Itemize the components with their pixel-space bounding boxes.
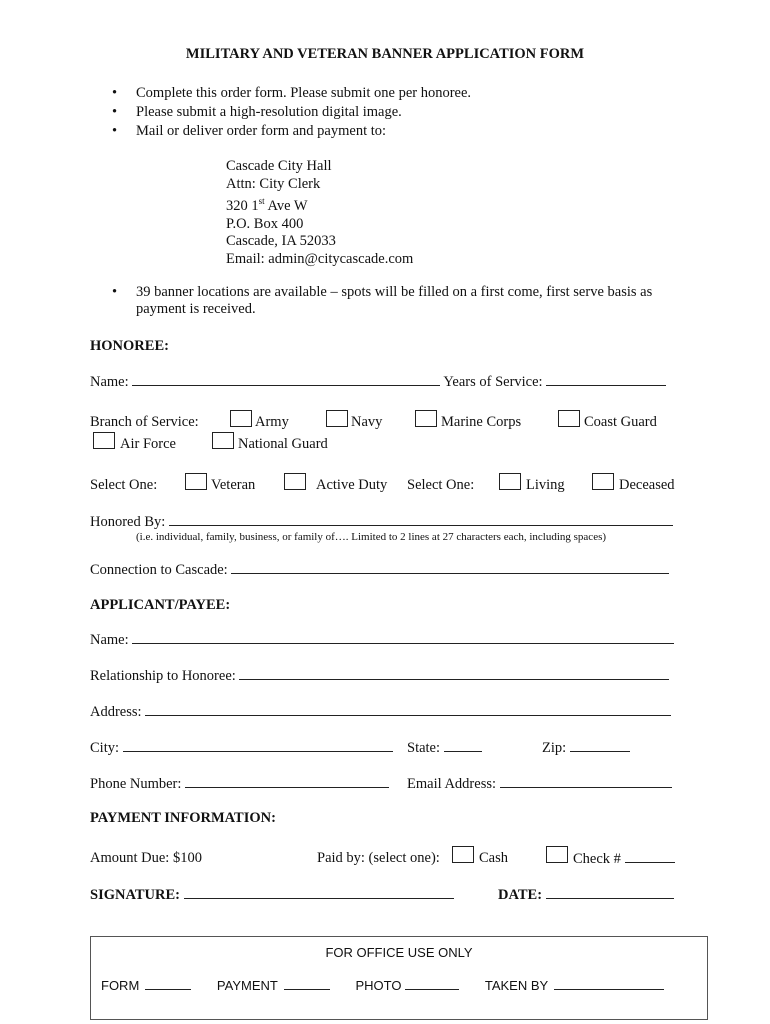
relationship-row bbox=[90, 667, 669, 685]
state-row bbox=[407, 739, 482, 757]
instruction-item: • Complete this order form. Please submit one per honoree. bbox=[112, 84, 471, 103]
office-taken-by-label: TAKEN BY bbox=[484, 978, 549, 993]
honored-by-label: Honored By: bbox=[90, 514, 166, 530]
phone-field[interactable] bbox=[185, 775, 389, 788]
applicant-heading: APPLICANT/PAYEE: bbox=[90, 597, 231, 613]
amount-due: Amount Due: $100 bbox=[90, 850, 202, 866]
signature-label: SIGNATURE: bbox=[90, 887, 180, 903]
applicant-name-label: Name: bbox=[90, 632, 129, 648]
address-line: Cascade, IA 52033 bbox=[226, 233, 336, 250]
deceased-label: Deceased bbox=[619, 477, 675, 493]
office-use-box bbox=[90, 936, 708, 1020]
applicant-name-row bbox=[90, 631, 674, 649]
zip-label: Zip: bbox=[542, 740, 567, 756]
honored-by-row bbox=[90, 513, 673, 531]
address-line: 320 1st Ave W bbox=[226, 196, 308, 215]
city-field[interactable] bbox=[123, 739, 393, 752]
relationship-field[interactable] bbox=[239, 667, 669, 680]
paid-by-label: Paid by: (select one): bbox=[317, 850, 440, 866]
email-field[interactable] bbox=[500, 775, 672, 788]
office-photo-field[interactable] bbox=[405, 977, 459, 990]
applicant-address-field[interactable] bbox=[145, 703, 671, 716]
marine-corps-checkbox[interactable] bbox=[415, 410, 437, 427]
office-use-fields bbox=[101, 977, 686, 993]
office-payment-label: PAYMENT bbox=[216, 978, 278, 993]
applicant-address-label: Address: bbox=[90, 704, 142, 720]
navy-label: Navy bbox=[351, 414, 383, 430]
cash-checkbox[interactable] bbox=[452, 846, 474, 863]
national-guard-checkbox[interactable] bbox=[212, 432, 234, 449]
status-select-label: Select One: bbox=[90, 477, 158, 493]
honored-by-field[interactable] bbox=[169, 513, 673, 526]
honoree-name-row bbox=[90, 373, 666, 391]
cash-label: Cash bbox=[479, 850, 508, 866]
years-of-service-field[interactable] bbox=[546, 373, 666, 386]
address-row bbox=[90, 703, 671, 721]
honoree-heading: HONOREE: bbox=[90, 338, 169, 354]
honoree-name-label: Name: bbox=[90, 374, 129, 390]
email-row bbox=[407, 775, 672, 793]
mailing-address bbox=[226, 158, 413, 268]
branch-label: Branch of Service: bbox=[90, 414, 199, 430]
payment-heading: PAYMENT INFORMATION: bbox=[90, 810, 276, 826]
form-title: MILITARY AND VETERAN BANNER APPLICATION FORM bbox=[185, 46, 585, 62]
navy-checkbox[interactable] bbox=[326, 410, 348, 427]
date-field[interactable] bbox=[546, 886, 674, 899]
honoree-name-field[interactable] bbox=[132, 373, 440, 386]
date-row bbox=[498, 886, 674, 904]
connection-label: Connection to Cascade: bbox=[90, 562, 228, 578]
coast-guard-label: Coast Guard bbox=[584, 414, 657, 430]
army-checkbox[interactable] bbox=[230, 410, 252, 427]
air-force-label: Air Force bbox=[120, 436, 176, 452]
applicant-name-field[interactable] bbox=[132, 631, 674, 644]
instruction-item: • Please submit a high-resolution digital image. bbox=[112, 103, 471, 122]
availability-note: • 39 banner locations are available – spots will be filled on a first come, first serve basis as payment is received. bbox=[112, 284, 696, 318]
signature-row bbox=[90, 886, 454, 904]
living-label: Living bbox=[526, 477, 565, 493]
instruction-list bbox=[112, 84, 471, 141]
air-force-checkbox[interactable] bbox=[93, 432, 115, 449]
address-line: P.O. Box 400 bbox=[226, 215, 304, 232]
life-select-label: Select One: bbox=[407, 477, 475, 493]
email-label: Email Address: bbox=[407, 776, 497, 792]
check-number-field[interactable] bbox=[625, 850, 675, 863]
office-form-field[interactable] bbox=[145, 977, 191, 990]
honored-by-note: (i.e. individual, family, business, or family of…. Limited to 2 lines at 27 characters each, including spaces) bbox=[136, 531, 607, 543]
coast-guard-checkbox[interactable] bbox=[558, 410, 580, 427]
active-duty-checkbox[interactable] bbox=[284, 473, 306, 490]
check-label: Check # bbox=[573, 851, 621, 867]
deceased-checkbox[interactable] bbox=[592, 473, 614, 490]
connection-row bbox=[90, 561, 669, 579]
phone-row bbox=[90, 775, 389, 793]
state-label: State: bbox=[407, 740, 441, 756]
zip-field[interactable] bbox=[570, 739, 630, 752]
years-of-service-label: Years of Service: bbox=[443, 374, 543, 390]
address-email: Email: admin@citycascade.com bbox=[226, 250, 414, 267]
check-checkbox[interactable] bbox=[546, 846, 568, 863]
relationship-label: Relationship to Honoree: bbox=[90, 668, 236, 684]
office-taken-by-field[interactable] bbox=[554, 977, 664, 990]
marine-corps-label: Marine Corps bbox=[441, 414, 522, 430]
city-label: City: bbox=[90, 740, 120, 756]
signature-field[interactable] bbox=[184, 886, 454, 899]
army-label: Army bbox=[255, 414, 289, 430]
address-line: Cascade City Hall bbox=[226, 158, 332, 174]
check-row bbox=[573, 850, 675, 868]
office-photo-label: PHOTO bbox=[355, 978, 402, 993]
phone-label: Phone Number: bbox=[90, 776, 182, 792]
office-use-heading: FOR OFFICE USE ONLY bbox=[325, 945, 473, 960]
office-form-label: FORM bbox=[101, 978, 140, 993]
instruction-item: • Mail or deliver order form and payment to: bbox=[112, 122, 471, 141]
address-line: Attn: City Clerk bbox=[226, 175, 321, 192]
city-row bbox=[90, 739, 393, 757]
office-payment-field[interactable] bbox=[284, 977, 330, 990]
date-label: DATE: bbox=[498, 887, 543, 903]
zip-row bbox=[542, 739, 630, 757]
veteran-label: Veteran bbox=[211, 477, 256, 493]
veteran-checkbox[interactable] bbox=[185, 473, 207, 490]
state-field[interactable] bbox=[444, 739, 482, 752]
active-duty-label: Active Duty bbox=[316, 477, 388, 493]
connection-field[interactable] bbox=[231, 561, 669, 574]
national-guard-label: National Guard bbox=[238, 436, 328, 452]
living-checkbox[interactable] bbox=[499, 473, 521, 490]
